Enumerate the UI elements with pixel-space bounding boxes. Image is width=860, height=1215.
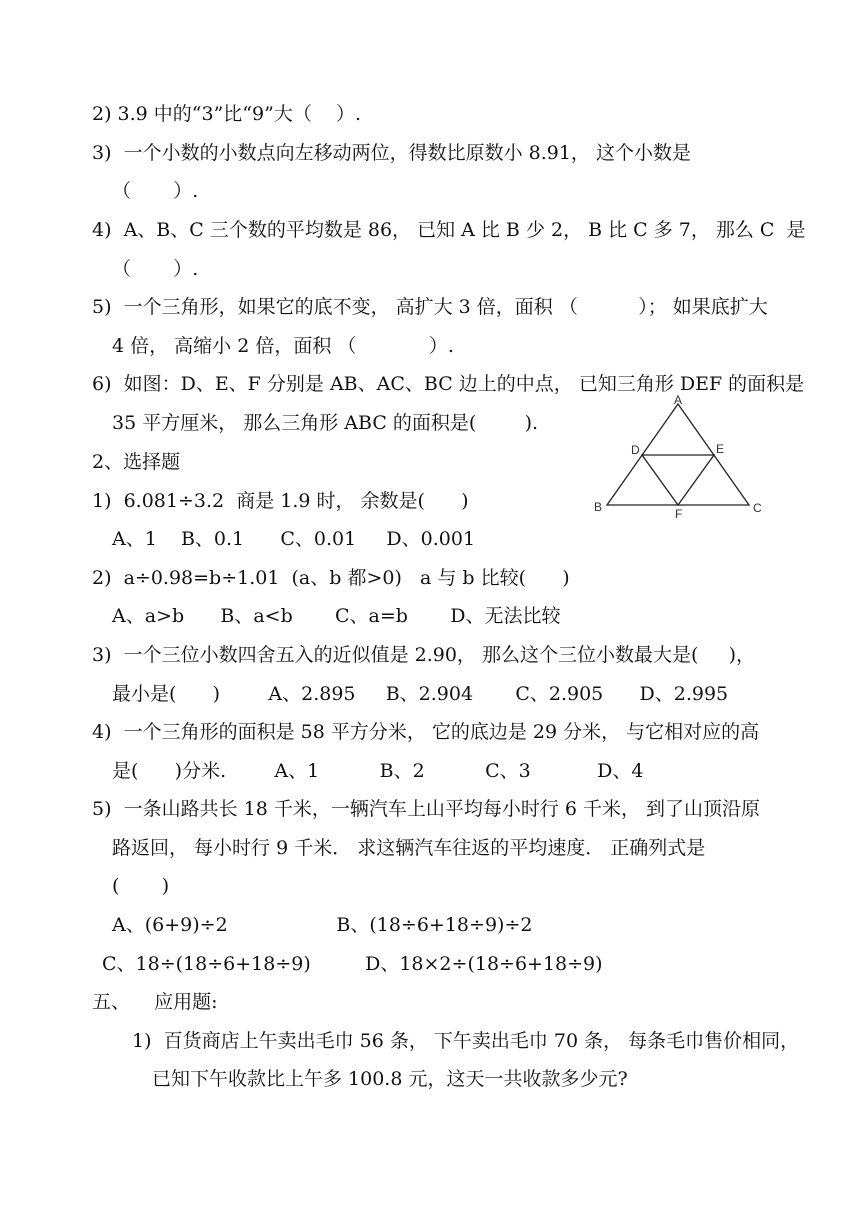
triangle-figure <box>588 392 768 522</box>
triangle-def <box>642 455 714 505</box>
fill-question-3-blank: （ ）. <box>112 180 199 202</box>
choice-question-4-options: 是( )分米. A、1 B、2 C、3 D、4 <box>112 760 644 782</box>
choice-question-1-options: A、1 B、0.1 C、0.01 D、0.001 <box>112 528 476 550</box>
choice-question-5-cont: 路返回， 每小时行 9 千米． 求这辆汽车往返的平均速度． 正确列式是 <box>112 837 706 859</box>
fill-question-5: 5) 一个三角形，如果它的底不变， 高扩大 3 倍，面积 （ ）； 如果底扩大 <box>92 296 768 318</box>
choice-question-5-blank: ( ) <box>112 875 170 897</box>
fill-question-4-blank: （ ）. <box>112 258 199 280</box>
choice-question-3-options: 最小是( ) A、2.895 B、2.904 C、2.905 D、2.995 <box>112 683 729 705</box>
choice-question-4: 4) 一个三角形的面积是 58 平方分米， 它的底边是 29 分米， 与它相对应的高 <box>92 721 760 743</box>
applied-question-1-cont: 已知下午收款比上午多 100.8 元，这天一共收款多少元? <box>152 1068 628 1090</box>
label-c: C <box>753 501 762 515</box>
choice-heading: 2、选择题 <box>92 451 181 473</box>
fill-question-3: 3) 一个小数的小数点向左移动两位，得数比原数小 8.91， 这个小数是 <box>92 142 691 164</box>
fill-question-2: 2) 3.9 中的“3”比“9”大（ ）. <box>92 103 362 125</box>
applied-question-1: 1) 百货商店上午卖出毛巾 56 条， 下午卖出毛巾 70 条， 每条毛巾售价相同， <box>132 1030 800 1052</box>
choice-question-3: 3) 一个三位小数四舍五入的近似值是 2.90， 那么这个三位小数最大是( )， <box>92 644 755 666</box>
fill-question-4: 4) A、B、C 三个数的平均数是 86， 已知 A 比 B 少 2， B 比 C 多 7， 那么 C 是 <box>92 219 806 241</box>
choice-question-1: 1) 6.081÷3.2 商是 1.9 时， 余数是( ) <box>92 490 469 512</box>
choice-question-5-options-ab: A、(6+9)÷2 B、(18÷6+18÷9)÷2 <box>112 914 533 936</box>
choice-question-2-options: A、a>b B、a<b C、a=b D、无法比较 <box>112 605 561 627</box>
fill-question-5-cont: 4 倍， 高缩小 2 倍，面积 （ ）. <box>112 335 454 357</box>
choice-question-5: 5) 一条山路共长 18 千米，一辆汽车上山平均每小时行 6 千米， 到了山顶沿原 <box>92 798 761 820</box>
fill-question-6: 6) 如图：D、E、F 分别是 AB、AC、BC 边上的中点， 已知三角形 DEF 的面积是 <box>92 373 805 395</box>
label-a: A <box>674 393 683 407</box>
label-e: E <box>716 442 725 456</box>
label-d: D <box>631 443 640 457</box>
label-b: B <box>594 500 603 514</box>
choice-question-2: 2) a÷0.98=b÷1.01 (a、b 都>0) a 与 b 比较( ) <box>92 567 570 589</box>
label-f: F <box>675 507 683 521</box>
applied-heading: 五、 应用题: <box>92 991 218 1013</box>
choice-question-5-options-cd: C、18÷(18÷6+18÷9) D、18×2÷(18÷6+18÷9) <box>102 953 603 975</box>
fill-question-6-cont: 35 平方厘米， 那么三角形 ABC 的面积是( ). <box>112 412 539 434</box>
